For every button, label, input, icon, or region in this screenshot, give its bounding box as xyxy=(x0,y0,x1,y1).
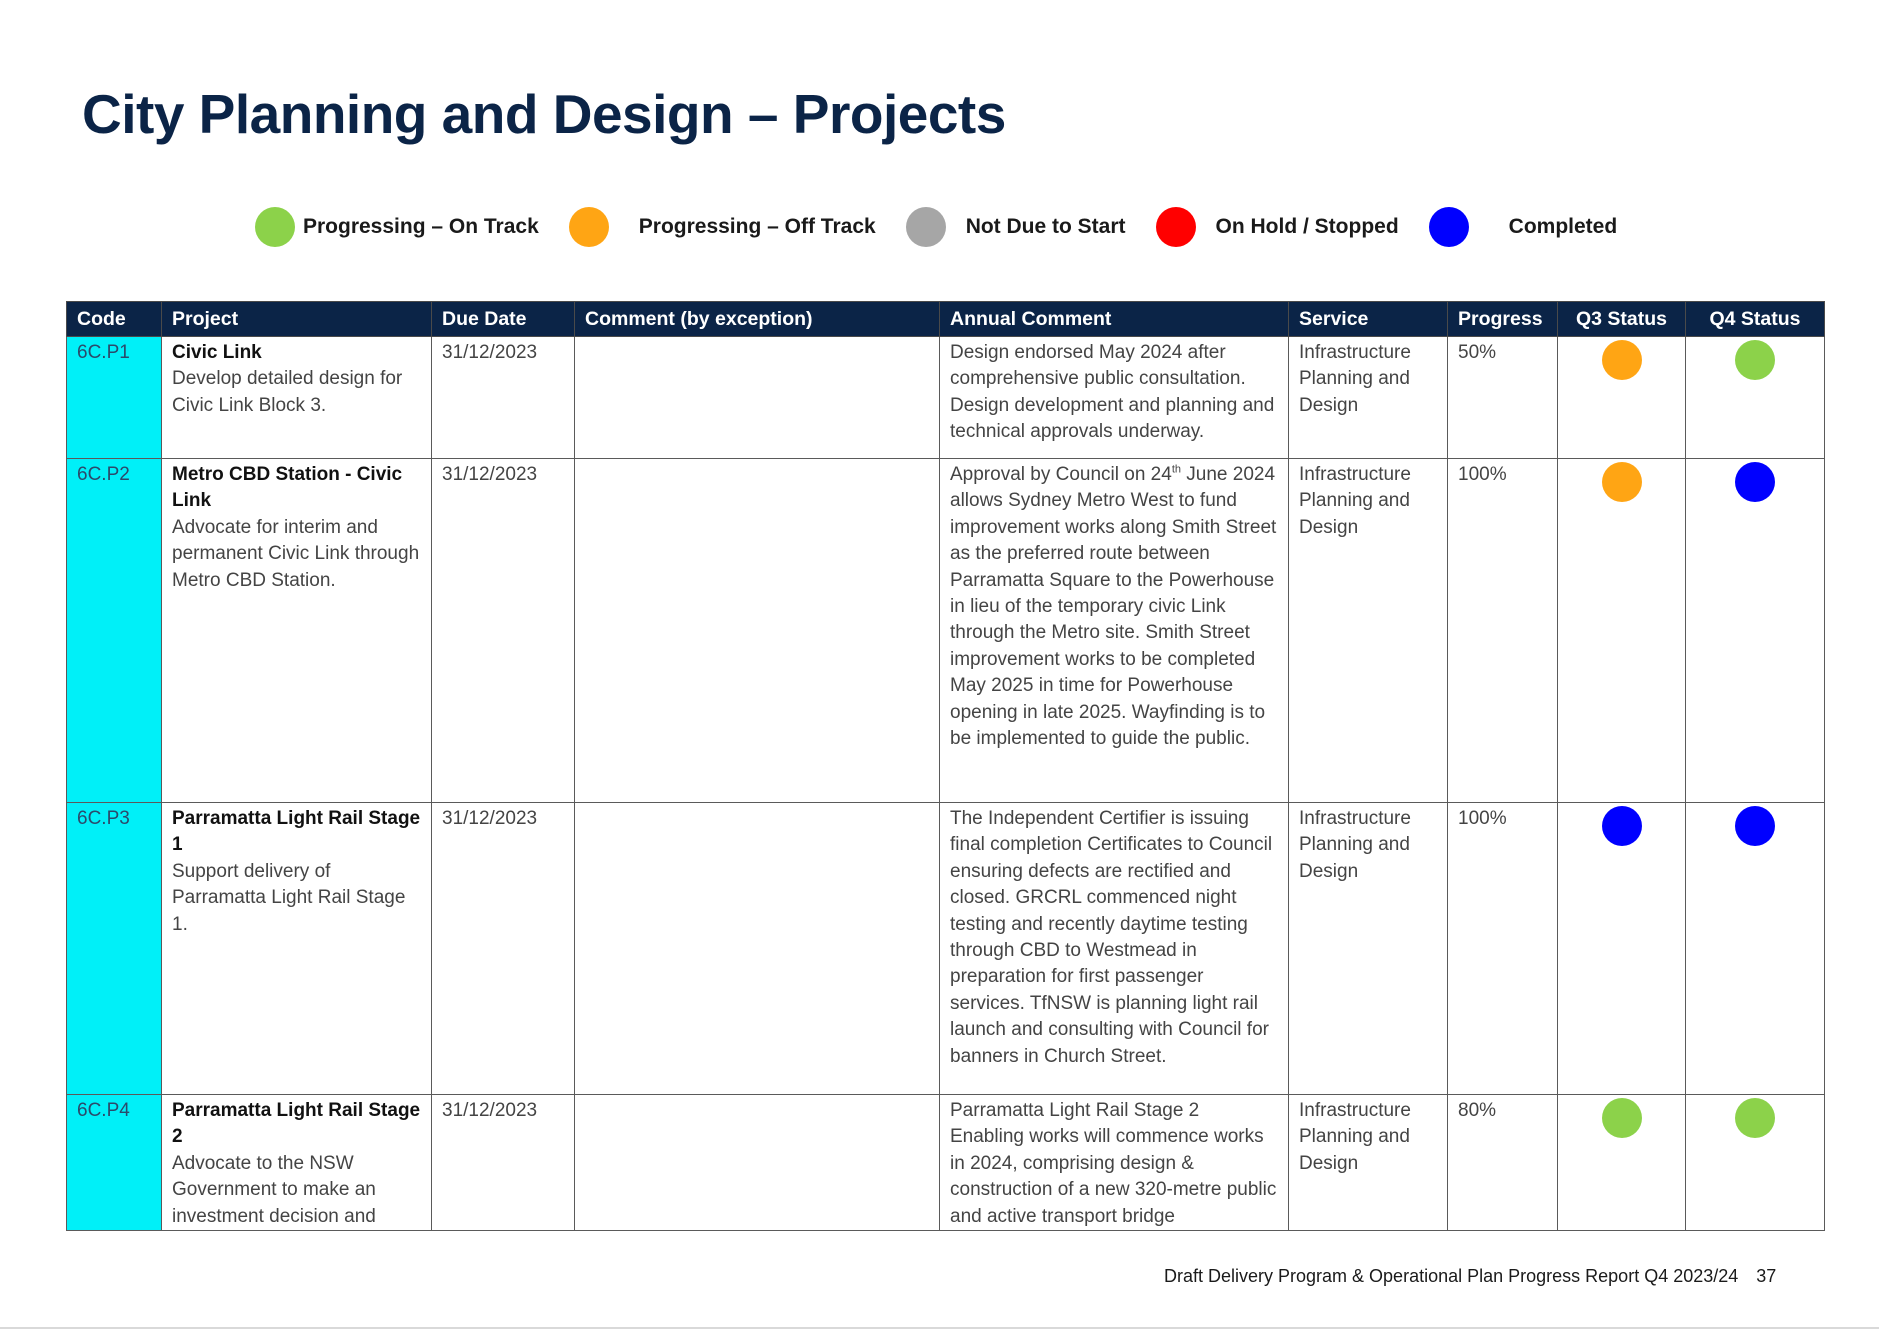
code-cell: 6C.P4 xyxy=(67,1095,162,1231)
q4-status-cell xyxy=(1686,803,1825,1095)
comment-cell xyxy=(575,337,940,459)
service-cell: Infrastructure Planning and Design xyxy=(1289,459,1448,803)
service-cell: Infrastructure Planning and Design xyxy=(1289,803,1448,1095)
table-row xyxy=(67,1095,1825,1231)
annual-comment-cell: The Independent Certifier is issuing final completion Certificates to Council ensuring defects are rectified and closed. GRCRL commenced night testing and recently daytime testing through CBD to Westmead in preparation for first passenger services. TfNSW is planning light rail launch and consulting with Council for banners in Church Street. xyxy=(940,803,1289,1095)
progress-cell: 50% xyxy=(1448,337,1558,459)
legend-label: Progressing – On Track xyxy=(303,215,539,238)
project-description: Support delivery of Parramatta Light Rail Stage 1. xyxy=(172,860,406,935)
column-header-q4-status: Q4 Status xyxy=(1686,302,1825,337)
page-number: 37 xyxy=(1756,1266,1777,1286)
q3-status-cell xyxy=(1558,459,1686,803)
status-legend xyxy=(255,205,1647,249)
status-dot-icon xyxy=(1602,462,1642,502)
project-title: Metro CBD Station - Civic Link xyxy=(172,464,403,512)
status-dot-icon xyxy=(1735,462,1775,502)
status-dot-icon xyxy=(1735,806,1775,846)
q4-status-cell xyxy=(1686,337,1825,459)
progress-cell: 80% xyxy=(1448,1095,1558,1231)
service-cell: Infrastructure Planning and Design xyxy=(1289,337,1448,459)
projects-table xyxy=(66,301,1825,1231)
legend-item-on-hold xyxy=(1156,207,1399,247)
status-dot-icon xyxy=(1602,340,1642,380)
table-row xyxy=(67,803,1825,1095)
comment-cell xyxy=(575,459,940,803)
due-date-cell: 31/12/2023 xyxy=(432,1095,575,1231)
due-date-cell: 31/12/2023 xyxy=(432,337,575,459)
project-cell xyxy=(162,459,432,803)
column-header-progress: Progress xyxy=(1448,302,1558,337)
ordinal-suffix: th xyxy=(1171,463,1181,476)
legend-item-on-track xyxy=(255,207,539,247)
column-header-service: Service xyxy=(1289,302,1448,337)
annual-comment-cell: Design endorsed May 2024 after comprehensive public consultation. Design development and planning and technical approvals underway. xyxy=(940,337,1289,459)
orange-status-dot-icon xyxy=(569,207,609,247)
q3-status-cell xyxy=(1558,1095,1686,1231)
footer-text: Draft Delivery Program & Operational Plan Progress Report Q4 2023/24 xyxy=(1164,1266,1739,1286)
legend-label: On Hold / Stopped xyxy=(1215,215,1399,238)
legend-label: Not Due to Start xyxy=(965,215,1126,238)
column-header-comment: Comment (by exception) xyxy=(575,302,940,337)
q4-status-cell xyxy=(1686,1095,1825,1231)
table-row xyxy=(67,337,1825,459)
column-header-q3-status: Q3 Status xyxy=(1558,302,1686,337)
blue-status-dot-icon xyxy=(1429,207,1469,247)
legend-item-off-track xyxy=(569,207,876,247)
project-cell xyxy=(162,1095,432,1231)
service-cell: Infrastructure Planning and Design xyxy=(1289,1095,1448,1231)
project-cell xyxy=(162,803,432,1095)
comment-cell xyxy=(575,1095,940,1231)
status-dot-icon xyxy=(1602,806,1642,846)
project-description: Advocate to the NSW Government to make an investment decision and xyxy=(172,1152,376,1227)
q3-status-cell xyxy=(1558,337,1686,459)
annual-comment-text: Approval by Council on 24 xyxy=(950,464,1172,485)
comment-cell xyxy=(575,803,940,1095)
due-date-cell: 31/12/2023 xyxy=(432,803,575,1095)
q3-status-cell xyxy=(1558,803,1686,1095)
code-cell: 6C.P1 xyxy=(67,337,162,459)
legend-item-not-due xyxy=(906,207,1126,247)
table-row xyxy=(67,459,1825,803)
status-dot-icon xyxy=(1735,1098,1775,1138)
annual-comment-cell: Parramatta Light Rail Stage 2 Enabling works will commence works in 2024, comprising design & construction of a new 320-metre public and active transport bridge xyxy=(940,1095,1289,1231)
status-dot-icon xyxy=(1602,1098,1642,1138)
page-footer xyxy=(1164,1266,1776,1287)
project-description: Develop detailed design for Civic Link Block 3. xyxy=(172,368,403,416)
project-description: Advocate for interim and permanent Civic Link through Metro CBD Station. xyxy=(172,516,420,591)
green-status-dot-icon xyxy=(255,207,295,247)
column-header-due-date: Due Date xyxy=(432,302,575,337)
project-cell xyxy=(162,337,432,459)
status-dot-icon xyxy=(1735,340,1775,380)
legend-item-completed xyxy=(1429,207,1618,247)
column-header-code: Code xyxy=(67,302,162,337)
column-header-project: Project xyxy=(162,302,432,337)
grey-status-dot-icon xyxy=(906,207,946,247)
page-title: City Planning and Design – Projects xyxy=(82,83,1006,145)
project-title: Civic Link xyxy=(172,342,262,363)
project-title: Parramatta Light Rail Stage 1 xyxy=(172,808,421,856)
code-cell: 6C.P3 xyxy=(67,803,162,1095)
due-date-cell: 31/12/2023 xyxy=(432,459,575,803)
legend-label: Progressing – Off Track xyxy=(638,215,876,238)
q4-status-cell xyxy=(1686,459,1825,803)
table-header-row xyxy=(67,302,1825,337)
annual-comment-text: June 2024 allows Sydney Metro West to fund improvement works along Smith Street as the preferred route between Parramatta Square to the Powerhouse in lieu of the temporary civic Link through the Metro site. Smith Street improvement works to be completed May 2025 in time for Powerhouse opening in late 2025. Wayfinding is to be implemented to guide the public. xyxy=(950,464,1277,750)
progress-cell: 100% xyxy=(1448,803,1558,1095)
code-cell: 6C.P2 xyxy=(67,459,162,803)
legend-label: Completed xyxy=(1508,215,1618,238)
project-title: Parramatta Light Rail Stage 2 xyxy=(172,1100,421,1148)
red-status-dot-icon xyxy=(1156,207,1196,247)
annual-comment-cell xyxy=(940,459,1289,803)
column-header-annual-comment: Annual Comment xyxy=(940,302,1289,337)
progress-cell: 100% xyxy=(1448,459,1558,803)
